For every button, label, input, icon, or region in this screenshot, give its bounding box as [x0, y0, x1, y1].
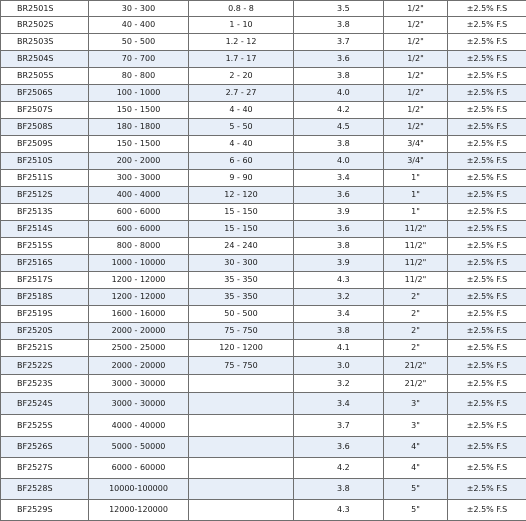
accuracy-cell: ±2.5% F.S	[448, 102, 526, 119]
range-b-cell: 75 - 750	[189, 323, 294, 340]
size-cell: 1/2"	[384, 68, 448, 85]
range-b-cell	[189, 415, 294, 437]
value-cell: 3.4	[294, 170, 384, 187]
value-cell: 4.1	[294, 340, 384, 357]
accuracy-cell: ±2.5% F.S	[448, 357, 526, 375]
value-cell: 4.0	[294, 153, 384, 170]
range-b-cell: 120 - 1200	[189, 340, 294, 357]
model-cell: BF2517S	[1, 272, 89, 289]
model-cell: BF2528S	[1, 479, 89, 500]
value-cell: 4.5	[294, 119, 384, 136]
range-a-cell: 1200 - 12000	[89, 289, 189, 306]
table-row	[1, 170, 526, 187]
table-row	[1, 289, 526, 306]
accuracy-cell: ±2.5% F.S	[448, 153, 526, 170]
model-cell: BF2512S	[1, 187, 89, 204]
table-row	[1, 238, 526, 255]
accuracy-cell: ±2.5% F.S	[448, 289, 526, 306]
range-a-cell: 180 - 1800	[89, 119, 189, 136]
range-b-cell: 9 - 90	[189, 170, 294, 187]
range-b-cell	[189, 458, 294, 479]
table-row	[1, 272, 526, 289]
size-cell: 3"	[384, 393, 448, 415]
accuracy-cell: ±2.5% F.S	[448, 34, 526, 51]
table-row	[1, 255, 526, 272]
table-row	[1, 34, 526, 51]
model-cell: BF2529S	[1, 500, 89, 521]
accuracy-cell: ±2.5% F.S	[448, 415, 526, 437]
range-a-cell: 2000 - 20000	[89, 323, 189, 340]
range-b-cell	[189, 437, 294, 458]
range-b-cell	[189, 500, 294, 521]
size-cell: 1/2"	[384, 85, 448, 102]
table-row	[1, 204, 526, 221]
size-cell: 4"	[384, 437, 448, 458]
size-cell: 3/4"	[384, 136, 448, 153]
range-b-cell: 2 - 20	[189, 68, 294, 85]
spec-table-body	[1, 1, 526, 521]
accuracy-cell: ±2.5% F.S	[448, 68, 526, 85]
range-b-cell: 5 - 50	[189, 119, 294, 136]
accuracy-cell: ±2.5% F.S	[448, 170, 526, 187]
range-a-cell: 200 - 2000	[89, 153, 189, 170]
accuracy-cell: ±2.5% F.S	[448, 306, 526, 323]
accuracy-cell: ±2.5% F.S	[448, 255, 526, 272]
table-row	[1, 458, 526, 479]
model-cell: BF2525S	[1, 415, 89, 437]
model-cell: BF2509S	[1, 136, 89, 153]
range-a-cell: 800 - 8000	[89, 238, 189, 255]
range-b-cell: 0.8 - 8	[189, 1, 294, 17]
model-cell: BF2506S	[1, 85, 89, 102]
model-cell: BF2518S	[1, 289, 89, 306]
value-cell: 4.3	[294, 272, 384, 289]
size-cell: 1/2"	[384, 34, 448, 51]
range-b-cell: 15 - 150	[189, 221, 294, 238]
model-cell: BF2508S	[1, 119, 89, 136]
range-b-cell: 2.7 - 27	[189, 85, 294, 102]
range-b-cell: 12 - 120	[189, 187, 294, 204]
model-cell: BF2520S	[1, 323, 89, 340]
size-cell: 2"	[384, 289, 448, 306]
size-cell: 21/2"	[384, 357, 448, 375]
table-row	[1, 393, 526, 415]
range-b-cell	[189, 375, 294, 393]
size-cell: 1/2"	[384, 51, 448, 68]
size-cell: 2"	[384, 323, 448, 340]
size-cell: 2"	[384, 306, 448, 323]
model-cell: BF2522S	[1, 357, 89, 375]
range-b-cell: 30 - 300	[189, 255, 294, 272]
value-cell: 4.0	[294, 85, 384, 102]
value-cell: 3.5	[294, 1, 384, 17]
value-cell: 3.8	[294, 323, 384, 340]
table-row	[1, 437, 526, 458]
range-a-cell: 2000 - 20000	[89, 357, 189, 375]
table-row	[1, 1, 526, 17]
range-a-cell: 600 - 6000	[89, 221, 189, 238]
model-cell: BR2502S	[1, 17, 89, 34]
accuracy-cell: ±2.5% F.S	[448, 204, 526, 221]
table-row	[1, 357, 526, 375]
model-cell: BF2526S	[1, 437, 89, 458]
range-a-cell: 1000 - 10000	[89, 255, 189, 272]
model-cell: BR2504S	[1, 51, 89, 68]
accuracy-cell: ±2.5% F.S	[448, 458, 526, 479]
accuracy-cell: ±2.5% F.S	[448, 393, 526, 415]
accuracy-cell: ±2.5% F.S	[448, 136, 526, 153]
range-a-cell: 6000 - 60000	[89, 458, 189, 479]
model-cell: BF2519S	[1, 306, 89, 323]
size-cell: 1/2"	[384, 102, 448, 119]
accuracy-cell: ±2.5% F.S	[448, 479, 526, 500]
value-cell: 3.6	[294, 437, 384, 458]
model-cell: BF2515S	[1, 238, 89, 255]
table-row	[1, 375, 526, 393]
value-cell: 3.2	[294, 289, 384, 306]
value-cell: 4.2	[294, 458, 384, 479]
table-row	[1, 479, 526, 500]
accuracy-cell: ±2.5% F.S	[448, 85, 526, 102]
model-cell: BR2505S	[1, 68, 89, 85]
range-a-cell: 12000-120000	[89, 500, 189, 521]
range-b-cell	[189, 479, 294, 500]
size-cell: 11/2"	[384, 238, 448, 255]
model-cell: BF2523S	[1, 375, 89, 393]
size-cell: 21/2"	[384, 375, 448, 393]
value-cell: 3.2	[294, 375, 384, 393]
size-cell: 1"	[384, 170, 448, 187]
size-cell: 5"	[384, 500, 448, 521]
range-a-cell: 3000 - 30000	[89, 375, 189, 393]
table-row	[1, 102, 526, 119]
size-cell: 1/2"	[384, 119, 448, 136]
accuracy-cell: ±2.5% F.S	[448, 51, 526, 68]
range-a-cell: 600 - 6000	[89, 204, 189, 221]
range-a-cell: 50 - 500	[89, 34, 189, 51]
size-cell: 1/2"	[384, 1, 448, 17]
range-a-cell: 100 - 1000	[89, 85, 189, 102]
table-row	[1, 306, 526, 323]
accuracy-cell: ±2.5% F.S	[448, 437, 526, 458]
size-cell: 4"	[384, 458, 448, 479]
table-row	[1, 340, 526, 357]
table-row	[1, 85, 526, 102]
value-cell: 3.9	[294, 204, 384, 221]
model-cell: BR2503S	[1, 34, 89, 51]
table-row	[1, 51, 526, 68]
range-a-cell: 10000-100000	[89, 479, 189, 500]
range-b-cell: 15 - 150	[189, 204, 294, 221]
model-cell: BF2516S	[1, 255, 89, 272]
model-cell: BF2524S	[1, 393, 89, 415]
accuracy-cell: ±2.5% F.S	[448, 1, 526, 17]
range-b-cell: 1.7 - 17	[189, 51, 294, 68]
range-a-cell: 150 - 1500	[89, 102, 189, 119]
accuracy-cell: ±2.5% F.S	[448, 238, 526, 255]
range-a-cell: 5000 - 50000	[89, 437, 189, 458]
range-a-cell: 400 - 4000	[89, 187, 189, 204]
size-cell: 1"	[384, 204, 448, 221]
value-cell: 3.0	[294, 357, 384, 375]
size-cell: 11/2"	[384, 221, 448, 238]
range-a-cell: 30 - 300	[89, 1, 189, 17]
value-cell: 3.7	[294, 415, 384, 437]
value-cell: 3.6	[294, 187, 384, 204]
accuracy-cell: ±2.5% F.S	[448, 340, 526, 357]
model-cell: BF2507S	[1, 102, 89, 119]
range-b-cell: 1 - 10	[189, 17, 294, 34]
size-cell: 11/2"	[384, 272, 448, 289]
size-cell: 3"	[384, 415, 448, 437]
accuracy-cell: ±2.5% F.S	[448, 375, 526, 393]
table-row	[1, 68, 526, 85]
accuracy-cell: ±2.5% F.S	[448, 187, 526, 204]
range-b-cell: 6 - 60	[189, 153, 294, 170]
accuracy-cell: ±2.5% F.S	[448, 500, 526, 521]
range-b-cell: 24 - 240	[189, 238, 294, 255]
model-cell: BF2527S	[1, 458, 89, 479]
range-a-cell: 70 - 700	[89, 51, 189, 68]
range-b-cell: 50 - 500	[189, 306, 294, 323]
size-cell: 2"	[384, 340, 448, 357]
range-a-cell: 80 - 800	[89, 68, 189, 85]
table-row	[1, 136, 526, 153]
value-cell: 3.4	[294, 393, 384, 415]
table-row	[1, 415, 526, 437]
value-cell: 3.6	[294, 221, 384, 238]
value-cell: 4.2	[294, 102, 384, 119]
range-b-cell: 75 - 750	[189, 357, 294, 375]
table-row	[1, 500, 526, 521]
value-cell: 3.8	[294, 17, 384, 34]
value-cell: 4.3	[294, 500, 384, 521]
size-cell: 1"	[384, 187, 448, 204]
value-cell: 3.8	[294, 68, 384, 85]
value-cell: 3.8	[294, 238, 384, 255]
model-cell: BF2521S	[1, 340, 89, 357]
range-a-cell: 4000 - 40000	[89, 415, 189, 437]
model-cell: BR2501S	[1, 1, 89, 17]
table-row	[1, 323, 526, 340]
range-b-cell: 35 - 350	[189, 272, 294, 289]
model-cell: BF2513S	[1, 204, 89, 221]
table-row	[1, 187, 526, 204]
range-a-cell: 1200 - 12000	[89, 272, 189, 289]
model-cell: BF2511S	[1, 170, 89, 187]
size-cell: 1/2"	[384, 17, 448, 34]
table-row	[1, 153, 526, 170]
range-a-cell: 2500 - 25000	[89, 340, 189, 357]
table-row	[1, 221, 526, 238]
table-row	[1, 17, 526, 34]
value-cell: 3.4	[294, 306, 384, 323]
accuracy-cell: ±2.5% F.S	[448, 221, 526, 238]
accuracy-cell: ±2.5% F.S	[448, 323, 526, 340]
value-cell: 3.7	[294, 34, 384, 51]
range-a-cell: 150 - 1500	[89, 136, 189, 153]
table-row	[1, 119, 526, 136]
range-a-cell: 3000 - 30000	[89, 393, 189, 415]
accuracy-cell: ±2.5% F.S	[448, 17, 526, 34]
range-b-cell: 1.2 - 12	[189, 34, 294, 51]
range-a-cell: 1600 - 16000	[89, 306, 189, 323]
size-cell: 3/4"	[384, 153, 448, 170]
value-cell: 3.9	[294, 255, 384, 272]
accuracy-cell: ±2.5% F.S	[448, 119, 526, 136]
range-b-cell: 4 - 40	[189, 102, 294, 119]
value-cell: 3.6	[294, 51, 384, 68]
range-b-cell	[189, 393, 294, 415]
size-cell: 5"	[384, 479, 448, 500]
value-cell: 3.8	[294, 136, 384, 153]
range-b-cell: 35 - 350	[189, 289, 294, 306]
model-cell: BF2514S	[1, 221, 89, 238]
range-a-cell: 40 - 400	[89, 17, 189, 34]
range-a-cell: 300 - 3000	[89, 170, 189, 187]
model-cell: BF2510S	[1, 153, 89, 170]
value-cell: 3.8	[294, 479, 384, 500]
size-cell: 11/2"	[384, 255, 448, 272]
range-b-cell: 4 - 40	[189, 136, 294, 153]
accuracy-cell: ±2.5% F.S	[448, 272, 526, 289]
